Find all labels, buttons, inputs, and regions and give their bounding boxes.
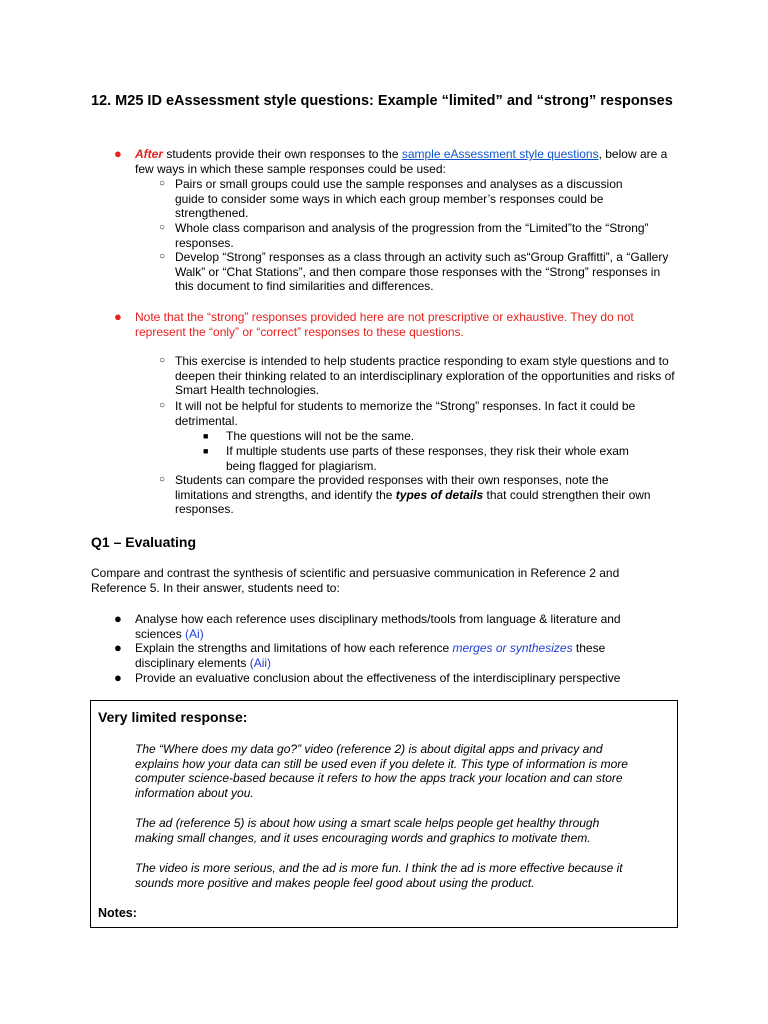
list-item <box>135 641 655 670</box>
after-emphasis: After <box>135 147 164 161</box>
question-prompt: Compare and contrast the synthesis of scientific and persuasive communication in Reference 2 and Reference 5. In their answer, students need to: <box>91 566 620 595</box>
intro-text: students provide their own responses to the <box>163 147 402 161</box>
list-item: Pairs or small groups could use the sample responses and analyses as a discussion guide to consider some ways in which each group member’s responses could be strengthened. <box>175 177 623 221</box>
sample-questions-link[interactable]: sample eAssessment style questions <box>401 147 599 161</box>
criterion-tag: (Ai) <box>185 626 204 641</box>
response-title: Very limited response: <box>98 709 248 725</box>
circle-bullet-icon: ○ <box>159 178 166 189</box>
intro-text-cont: , below are a few ways in which these sample responses could be used: <box>135 147 668 176</box>
bullet-icon: ● <box>114 640 122 655</box>
response-paragraph: The ad (reference 5) is about how using a smart scale helps people get healthy through making small changes, and it uses encouraging words and graphics to motivate them. <box>135 816 600 845</box>
list-item-text: Analyse how each reference uses disciplinary methods/tools from language & literature and sciences <box>135 612 621 641</box>
circle-bullet-icon: ○ <box>159 251 166 262</box>
response-box <box>90 700 678 928</box>
bullet-icon: ● <box>114 146 122 161</box>
criterion-tag: (Aii) <box>249 655 272 670</box>
intro-paragraph <box>135 147 675 176</box>
types-of-details-emphasis: types of details <box>395 487 484 502</box>
bullet-icon: ● <box>114 611 122 626</box>
bullet-icon: ● <box>114 670 122 685</box>
bullet-icon: ● <box>114 309 122 324</box>
circle-bullet-icon: ○ <box>159 355 166 366</box>
section-heading: Q1 – Evaluating <box>91 534 197 550</box>
page-title: 12. M25 ID eAssessment style questions: Example “limited” and “strong” responses <box>91 93 673 109</box>
circle-bullet-icon: ○ <box>159 474 166 485</box>
list-item-text-cont: these disciplinary elements <box>135 641 606 670</box>
merges-emphasis: merges or synthesizes <box>452 641 573 655</box>
list-item: If multiple students use parts of these responses, they risk their whole exam being flagged for plagiarism. <box>226 444 629 473</box>
list-item-text-cont: that could strengthen their own responses. <box>175 487 651 517</box>
response-paragraph: The “Where does my data go?” video (reference 2) is about digital apps and privacy and explains how your data can still be used even if you delete it. This type of information is more computer science-based because it refers to how the apps track your location and can store information about you. <box>135 742 628 801</box>
square-bullet-icon: ■ <box>203 446 209 456</box>
list-item <box>175 473 665 517</box>
circle-bullet-icon: ○ <box>159 222 166 233</box>
list-item: The questions will not be the same. <box>226 429 415 443</box>
list-item <box>135 612 665 641</box>
notes-label: Notes: <box>98 906 137 920</box>
list-item: It will not be helpful for students to memorize the “Strong” responses. In fact it could be detrimental. <box>175 399 636 428</box>
circle-bullet-icon: ○ <box>159 400 166 411</box>
list-item: Whole class comparison and analysis of the progression from the “Limited”to the “Strong” responses. <box>175 221 649 250</box>
list-item: Provide an evaluative conclusion about the effectiveness of the interdisciplinary perspective <box>135 671 621 685</box>
list-item-text: Explain the strengths and limitations of how each reference <box>135 641 453 655</box>
list-item-text: Students can compare the provided responses with their own responses, note the limitations and strengths, and identify the <box>175 473 609 502</box>
list-item: Develop “Strong” responses as a class through an activity such as“Group Graffitti”, a “Gallery Walk” or “Chat Stations”, and then compare those responses with the “Strong” responses in this document to find similarities and differences. <box>175 250 669 294</box>
list-item: This exercise is intended to help students practice responding to exam style questions and to deepen their thinking related to an interdisciplinary exploration of the opportunities and risks of Smart Health technologies. <box>175 354 675 398</box>
note-paragraph: Note that the “strong” responses provided here are not prescriptive or exhaustive. They do not represent the “only” or “correct” responses to these questions. <box>135 310 634 339</box>
square-bullet-icon: ■ <box>203 431 209 441</box>
response-paragraph: The video is more serious, and the ad is more fun. I think the ad is more effective because it sounds more positive and makes people feel good about using the product. <box>135 861 623 890</box>
